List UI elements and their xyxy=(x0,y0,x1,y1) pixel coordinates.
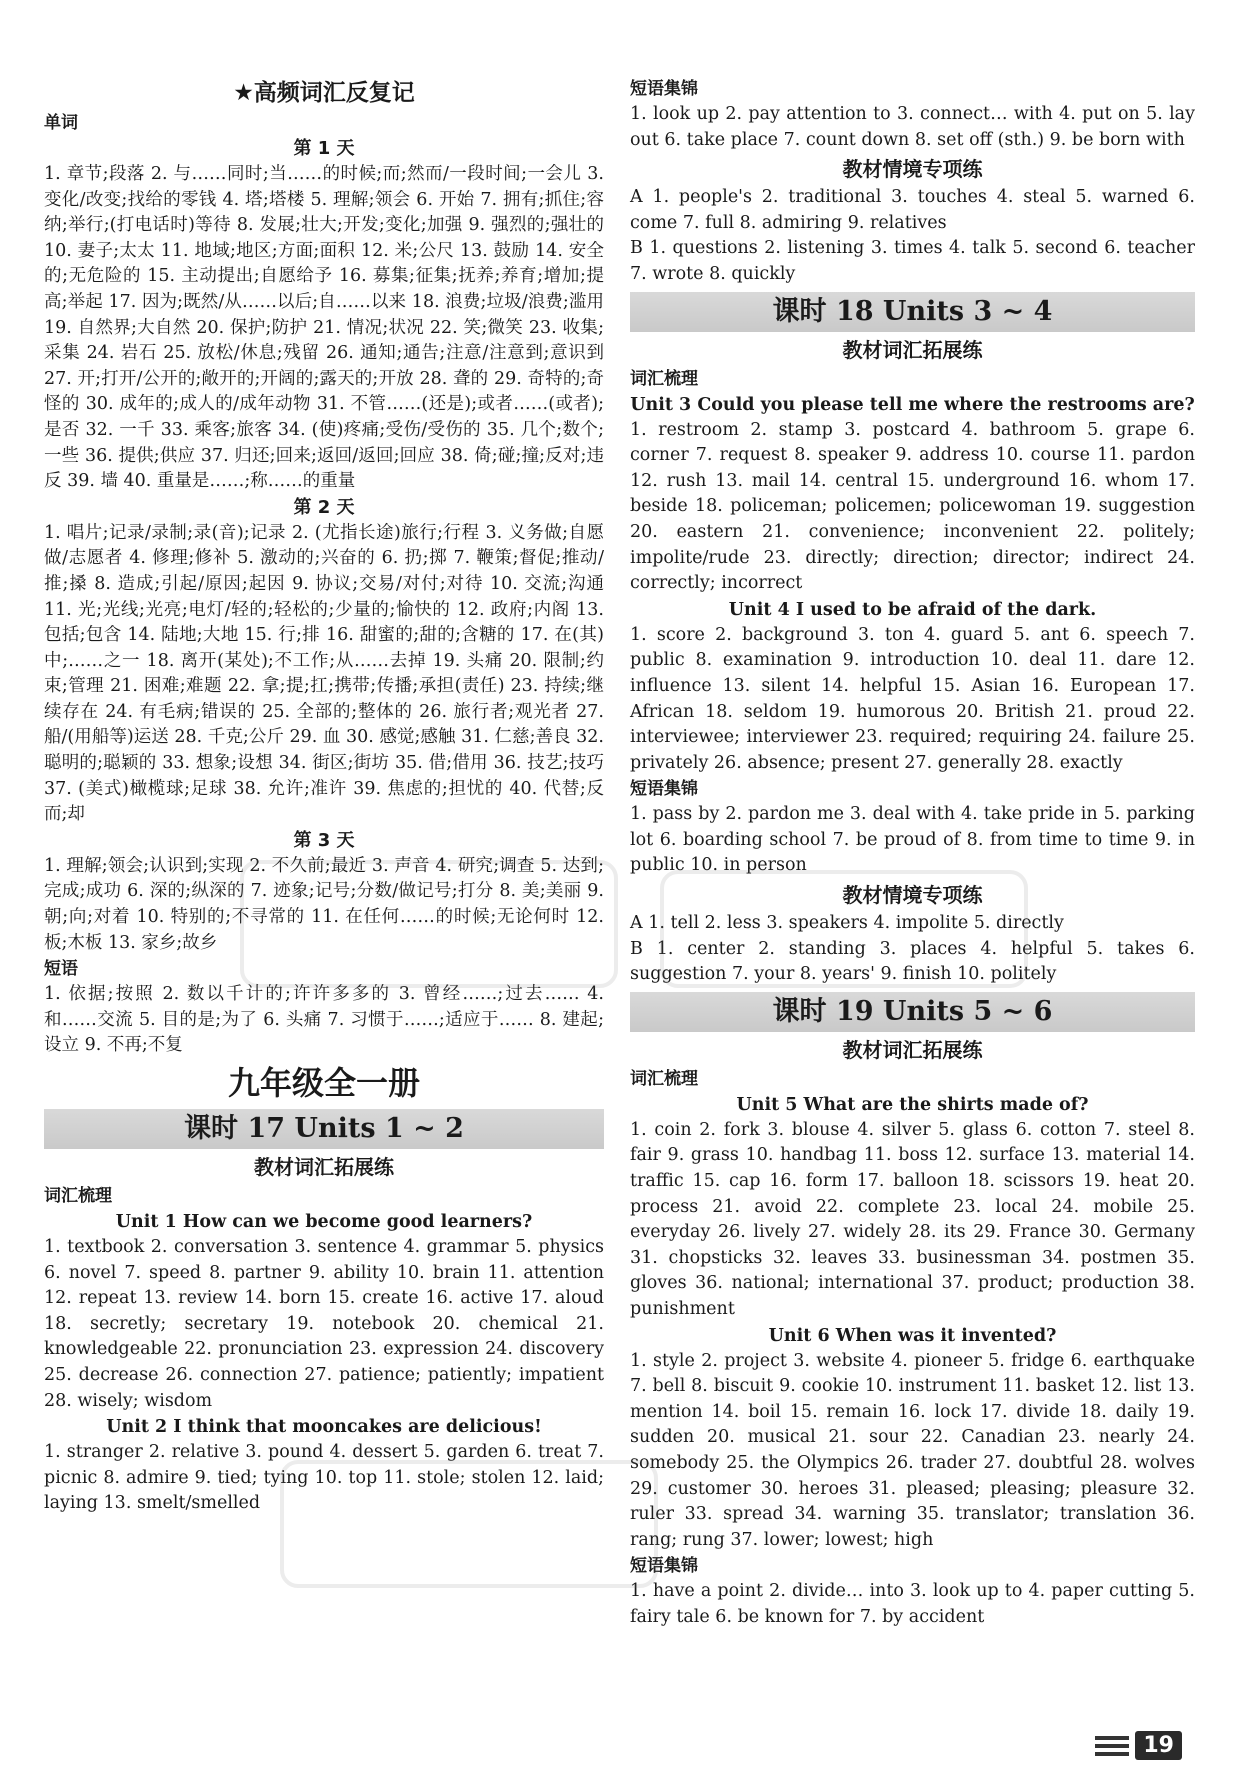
phrases-collection-text-3: 1. have a point 2. divide… into 3. look up to 4. paper cutting 5. fairy tale 6. be known for 7. by accident xyxy=(630,1581,1195,1627)
day2-title: 第 2 天 xyxy=(293,496,355,518)
unit6-heading: Unit 6 When was it invented? xyxy=(768,1325,1057,1346)
lesson17-vocab-label: 词汇梳理 xyxy=(44,1186,112,1206)
phrases-collection-label-2: 短语集锦 xyxy=(630,779,698,800)
unit5-text: 1. coin 2. fork 3. blouse 4. silver 5. glass 6. cotton 7. steel 8. fair 9. grass 10. handbag 11. boss 12. surface 13. material 14. traffic 15. cap 16. form 17. balloon 18. scissors 19. heat 20. process 21. avoid 22. complete 23. local 24. mobile 25. everyday 26. lively 27. widely 28. its 29. France 30. Germany 31. chopsticks 32. leaves 33. businessman 34. postmen 35. gloves 36. national; international 37. product; production 38. punishment xyxy=(630,1119,1195,1319)
lesson19-section-title: 教材词汇拓展练 xyxy=(842,1037,983,1062)
context-b-1: B 1. questions 2. listening 3. times 4. talk 5. second 6. teacher 7. wrote 8. quickly xyxy=(630,238,1195,284)
words-label: 单词 xyxy=(44,113,78,133)
unit1-heading: Unit 1 How can we become good learners? xyxy=(115,1212,533,1232)
unit2-heading: Unit 2 I think that mooncakes are delicious! xyxy=(106,1417,542,1438)
unit3-heading: Unit 3 Could you please tell me where the restrooms are? xyxy=(630,394,1195,415)
context-practice-title-1: 教材情境专项练 xyxy=(842,157,983,182)
unit4-heading: Unit 4 I used to be afraid of the dark. xyxy=(728,599,1097,620)
day1-title: 第 1 天 xyxy=(293,138,355,159)
phrases-collection-label-3: 短语集锦 xyxy=(630,1556,698,1577)
high-frequency-vocab-title: ★高频词汇反复记 xyxy=(233,80,415,106)
phrases-collection-label-1: 短语集锦 xyxy=(630,79,698,99)
phrases-text: 1. 依据;按照 2. 数以千计的;许许多多的 3. 曾经……;过去…… 4. 和……交流 5. 目的是;为了 6. 头痛 7. 习惯于……;适应于…… 8. 建起;设立 9. 不再;不复 xyxy=(44,984,604,1056)
page-number: 19 xyxy=(1135,1731,1182,1760)
page-stripes-icon xyxy=(1095,1736,1129,1756)
lesson18-section-title: 教材词汇拓展练 xyxy=(842,337,983,362)
right-column xyxy=(630,76,1195,1631)
unit3-text: 1. restroom 2. stamp 3. postcard 4. bathroom 5. grape 6. corner 7. request 8. speaker 9. address 10. course 11. pardon 12. rush 13. mail 14. central 15. underground 16. whom 17. beside 18. policeman; policemen; policewoman 19. suggestion 20. eastern 21. convenience; inconvenient 22. politely; impolite/rude 23. directly; direction; director; indirect 24. correctly; incorrect xyxy=(630,419,1195,594)
day3-text: 1. 理解;领会;认识到;实现 2. 不久前;最近 3. 声音 4. 研究;调查 5. 达到;完成;成功 6. 深的;纵深的 7. 迹象;记号;分数/做记号;打分 8. 美;美丽 9. 朝;向;对着 10. 特别的;不寻常的 11. 在任何……的时候;无论何时 12. 板;木板 13. 家乡;故乡 xyxy=(44,855,604,953)
context-practice-title-2: 教材情境专项练 xyxy=(842,883,983,908)
phrases-label: 短语 xyxy=(44,959,78,980)
lesson17-title-bar: 课时 17 Units 1 ~ 2 xyxy=(44,1109,604,1149)
day1-text: 1. 章节;段落 2. 与……同时;当……的时候;而;然而/一段时间;一会儿 3. 变化/改变;找给的零钱 4. 塔;塔楼 5. 理解;领会 6. 开始 7. 拥有;抓住;容纳;举行;(打电话时)等待 8. 发展;壮大;开发;变化;加强 9. 强烈的;强壮的 10. 妻子;太太 11. 地域;地区;方面;面积 12. 米;公尺 13. 鼓励 14. 安全的;无危险的 15. 主动提出;自愿给予 16. 募集;征集;抚养;养育;增加;提高;举起 17. 因为;既然/从……以后;自……以来 18. 浪费;垃圾/浪费;滥用 19. 自然界;大自然 20. 保护;防护 21. 情况;状况 22. 笑;微笑 23. 收集;采集 24. 岩石 25. 放松/休息;残留 26. 通知;通告;注意/注意到;意识到 27. 开;打开/公开的;敞开的;开阔的;露天的;开放 28. 聋的 29. 奇特的;奇怪的 30. 成年的;成人的/成年动物 31. 不管……(还是);或者……(或者);是否 32. 一千 33. 乘客;旅客 34. (使)疼痛;受伤/受伤的 35. 几个;数个;一些 36. 提供;供应 37. 归还;回来;返回/返回;回应 38. 倚;碰;撞;反对;违反 39. 墙 40. 重量是……;称……的重量 xyxy=(44,164,604,492)
grade-title: 九年级全一册 xyxy=(227,1064,420,1102)
lesson19-vocab-label: 词汇梳理 xyxy=(630,1068,698,1089)
unit4-text: 1. score 2. background 3. ton 4. guard 5. ant 6. speech 7. public 8. examination 9. introduction 10. deal 11. dare 12. influence 13. silent 14. helpful 15. Asian 16. European 17. African 18. seldom 19. humorous 20. British 21. proud 22. interviewee; interviewer 23. required; requiring 24. failure 25. privately 26. absence; present 27. generally 28. exactly xyxy=(630,624,1195,773)
lesson17-section-title: 教材词汇拓展练 xyxy=(254,1155,394,1179)
unit1-text: 1. textbook 2. conversation 3. sentence 4. grammar 5. physics 6. novel 7. speed 8. partner 9. ability 10. brain 11. attention 12. repeat 13. review 14. born 15. create 16. active 17. aloud 18. secretly; secretary 19. notebook 20. chemical 21. knowledgeable 22. pronunciation 23. expression 24. discovery 25. decrease 26. connection 27. patience; patiently; impatient 28. wisely; wisdom xyxy=(44,1237,604,1411)
lesson18-vocab-label: 词汇梳理 xyxy=(630,368,698,389)
unit6-text: 1. style 2. project 3. website 4. pioneer 5. fridge 6. earthquake 7. bell 8. biscuit 9. cookie 10. instrument 11. basket 12. list 13. mention 14. boil 15. remain 16. lock 17. divide 18. daily 19. sudden 20. musical 21. sour 22. Canadian 23. nearly 24. somebody 25. the Olympics 26. trader 27. doubtful 28. wolves 29. customer 30. heroes 31. pleased; pleasing; pleasure 32. ruler 33. spread 34. warning 35. translator; translation 36. rang; rung 37. lower; lowest; high xyxy=(630,1350,1195,1550)
lesson19-title-bar: 课时 19 Units 5 ~ 6 xyxy=(630,992,1195,1032)
day2-text: 1. 唱片;记录/录制;录(音);记录 2. (尤指长途)旅行;行程 3. 义务做;自愿做/志愿者 4. 修理;修补 5. 激动的;兴奋的 6. 扔;掷 7. 鞭策;督促;推动/推;搡 8. 造成;引起/原因;起因 9. 协议;交易/对付;对待 10. 交流;沟通 11. 光;光线;光亮;电灯/轻的;轻松的;少量的;愉快的 12. 政府;内阁 13. 包括;包含 14. 陆地;大地 15. 行;排 16. 甜蜜的;甜的;含糖的 17. 在(其)中;……之一 18. 离开(某处);不工作;从……去掉 19. 头痛 20. 限制;约束;管理 21. 困难;难题 22. 拿;提;扛;携带;传播;承担(责任) 23. 持续;继续存在 24. 有毛病;错误的 25. 全部的;整体的 26. 旅行者;观光者 27. 船/(用船等)运送 28. 千克;公斤 29. 血 30. 感觉;感触 31. 仁慈;善良 32. 聪明的;聪颖的 33. 想象;设想 34. 街区;街坊 35. 借;借用 36. 技艺;技巧 37. (美式)橄榄球;足球 38. 允许;准许 39. 焦虑的;担忧的 40. 代替;反而;却 xyxy=(44,522,604,825)
phrases-collection-text-2: 1. pass by 2. pardon me 3. deal with 4. take pride in 5. parking lot 6. boarding school 7. be proud of 8. from time to time 9. in public 10. in person xyxy=(630,804,1195,876)
phrases-collection-text-1: 1. look up 2. pay attention to 3. connect… with 4. put on 5. lay out 6. take place 7. count down 8. set off (sth.) 9. be born with xyxy=(630,104,1195,150)
unit2-text: 1. stranger 2. relative 3. pound 4. dessert 5. garden 6. treat 7. picnic 8. admire 9. tied; tying 10. top 11. stole; stolen 12. laid; laying 13. smelt/smelled xyxy=(44,1442,604,1514)
unit5-heading: Unit 5 What are the shirts made of? xyxy=(736,1094,1089,1115)
day3-title: 第 3 天 xyxy=(293,829,355,851)
page-number-badge xyxy=(1095,1731,1182,1760)
left-column xyxy=(44,76,604,1517)
lesson18-title-bar: 课时 18 Units 3 ~ 4 xyxy=(630,292,1195,332)
context-b-2: B 1. center 2. standing 3. places 4. helpful 5. takes 6. suggestion 7. your 8. years' 9. finish 10. politely xyxy=(630,938,1195,985)
context-a-2: A 1. tell 2. less 3. speakers 4. impolite 5. directly xyxy=(630,913,1064,934)
context-a-1: A 1. people's 2. traditional 3. touches 4. steal 5. warned 6. come 7. full 8. admiring 9. relatives xyxy=(630,187,1195,233)
